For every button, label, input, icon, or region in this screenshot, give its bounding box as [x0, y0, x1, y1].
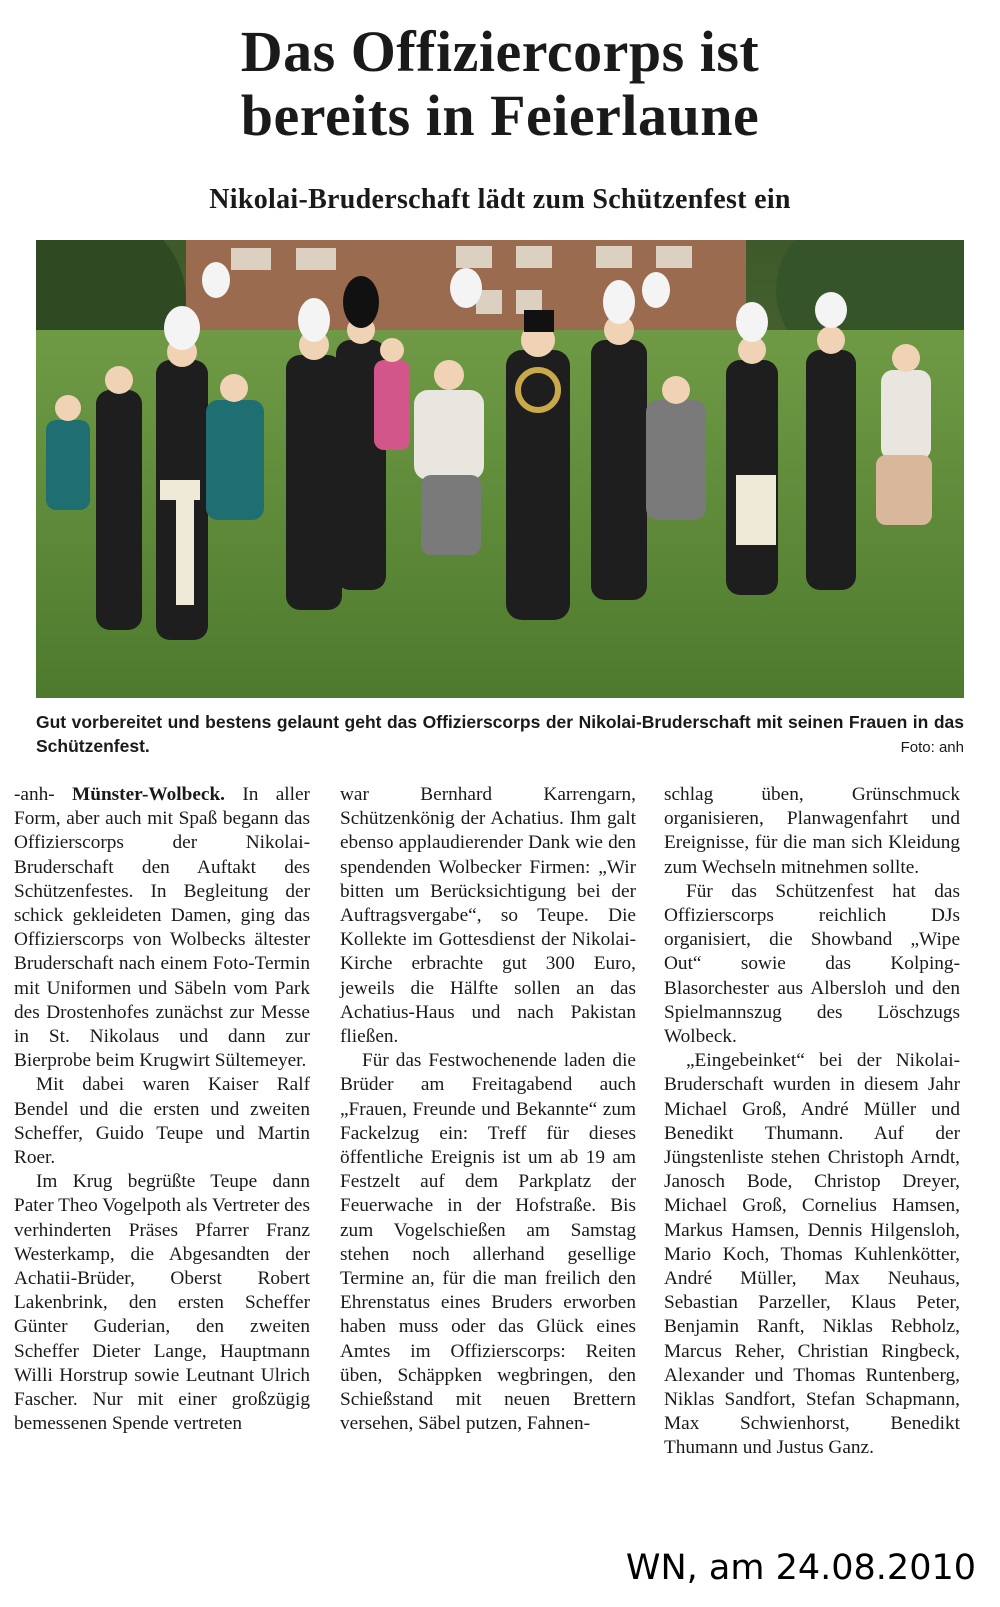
paragraph — [14, 783, 310, 1073]
article-column-2 — [340, 783, 636, 1436]
paragraph: war Bernhard Karrengarn, Schützenkönig der Achatius. Ihm galt ebenso applaudierender Dank wie den spendenden Wolbecker Firmen: „Wir bitten um Berücksichtigung bei der Auftragsvergabe“, so Teupe. Die Kollekte im Gottesdienst der Nikolai-Kirche erbrachte gut 300 Euro, jeweils die Hälfte sollen an das Achatius-Haus und nach Pakistan fließen. — [340, 784, 636, 1048]
photo-credit: Foto: anh — [900, 739, 964, 756]
paragraph-text: In aller Form, aber auch mit Spaß begann das Offizierscorps der Nikolai-Bruderschaft den Auftakt des Schützenfestes. In Begleitung der schick gekleideten Damen, ging das Offizierscorps von Wolbecks ältester Bruderschaft nach einem Foto-Termin mit Uniformen und Säbeln vom Park des Drostenhofes zunächst zur Messe in St. Nikolaus und dann zur Bierprobe beim Krugwirt Sültemeyer. — [14, 784, 310, 1072]
dateline: Münster-Wolbeck. — [72, 784, 226, 805]
author-marker: -anh- — [14, 784, 55, 805]
paragraph: Für das Schützenfest hat das Offizierscorps reichlich DJs organisiert, die Showband „Wipe Out“ sowie das Kolping-Blasorchester aus Albersloh und den Spielmannszug des Löschzugs Wolbeck. — [664, 880, 960, 1048]
headline-line-1: Das Offiziercorps ist — [240, 19, 760, 84]
headline-line-2: bereits in Feierlaune — [240, 83, 760, 148]
publication-stamp: WN, am 24.08.2010 — [625, 1548, 976, 1588]
caption-text: Gut vorbereitet und bestens gelaunt geht das Offizierscorps der Nikolai-Bruderschaft mit seinen Frauen in das Schützenfest. — [36, 712, 964, 756]
paragraph: Für das Festwochenende laden die Brüder am Freitagabend auch „Frauen, Freunde und Bekannte“ zum Fackelzug ein: Treff für dieses öffentliche Ereignis ist um ab 19 am Festzelt auf dem Parkplatz der Feuerwache in der Hofstraße. Bis zum Vogelschießen am Samstag stehen noch allerhand gesellige Termine an, für die man freilich den Ehrenstatus eines Bruders erworben haben muss oder das Glück eines Amtes im Offizierscorps: Reiten üben, Schäppken wegbringen, den Schießstand mit neuen Brettern versehen, Säbel putzen, Fahnen- — [340, 1050, 636, 1435]
article-column-3 — [664, 783, 960, 1461]
photo-caption — [36, 710, 964, 758]
article-column-1 — [14, 783, 310, 1436]
paragraph: Mit dabei waren Kaiser Ralf Bendel und die ersten und zweiten Scheffer, Guido Teupe und Martin Roer. — [14, 1074, 310, 1169]
group-photo-illustration — [36, 240, 964, 698]
paragraph: „Eingebeinket“ bei der Nikolai-Bruderschaft wurden in diesem Jahr Michael Groß, André Müller und Benedikt Thumann. Auf der Jüngstenliste stehen Christoph Arndt, Janosch Bode, Christop Dreyer, Michael Groß, Cornelius Hamsen, Markus Hamsen, Dennis Hilgensloh, Mario Koch, Thomas Kuhlenkötter, André Müller, Max Neuhaus, Sebastian Parzeller, Klaus Peter, Benjamin Ranft, Niklas Rebholz, Marcus Reher, Christian Ringbeck, Alexander und Thomas Runtenberg, Niklas Sandfort, Stefan Schapmann, Max Schwienhorst, Benedikt Thumann und Justus Ganz. — [664, 1050, 960, 1459]
paragraph: Im Krug begrüßte Teupe dann Pater Theo Vogelpoth als Vertreter des verhinderten Präses Pfarrer Franz Westerkamp, die Abgesandten der Achatii-Brüder, Oberst Robert Lakenbrink, den ersten Scheffer Günter Guderian, den zweiten Scheffer Dieter Lange, Hauptmann Willi Horstrup sowie Leutnant Ulrich Fascher. Nur mit einer großzügig bemessenen Spende vertreten — [14, 1171, 310, 1435]
subheadline: Nikolai-Bruderschaft lädt zum Schützenfest ein — [209, 184, 791, 215]
headline — [0, 20, 1000, 148]
group-photo — [36, 240, 964, 698]
paragraph: schlag üben, Grünschmuck organisieren, Planwagenfahrt und Ereignisse, für die man sich Kleidung zum Wechseln mitnehmen sollte. — [664, 784, 960, 878]
